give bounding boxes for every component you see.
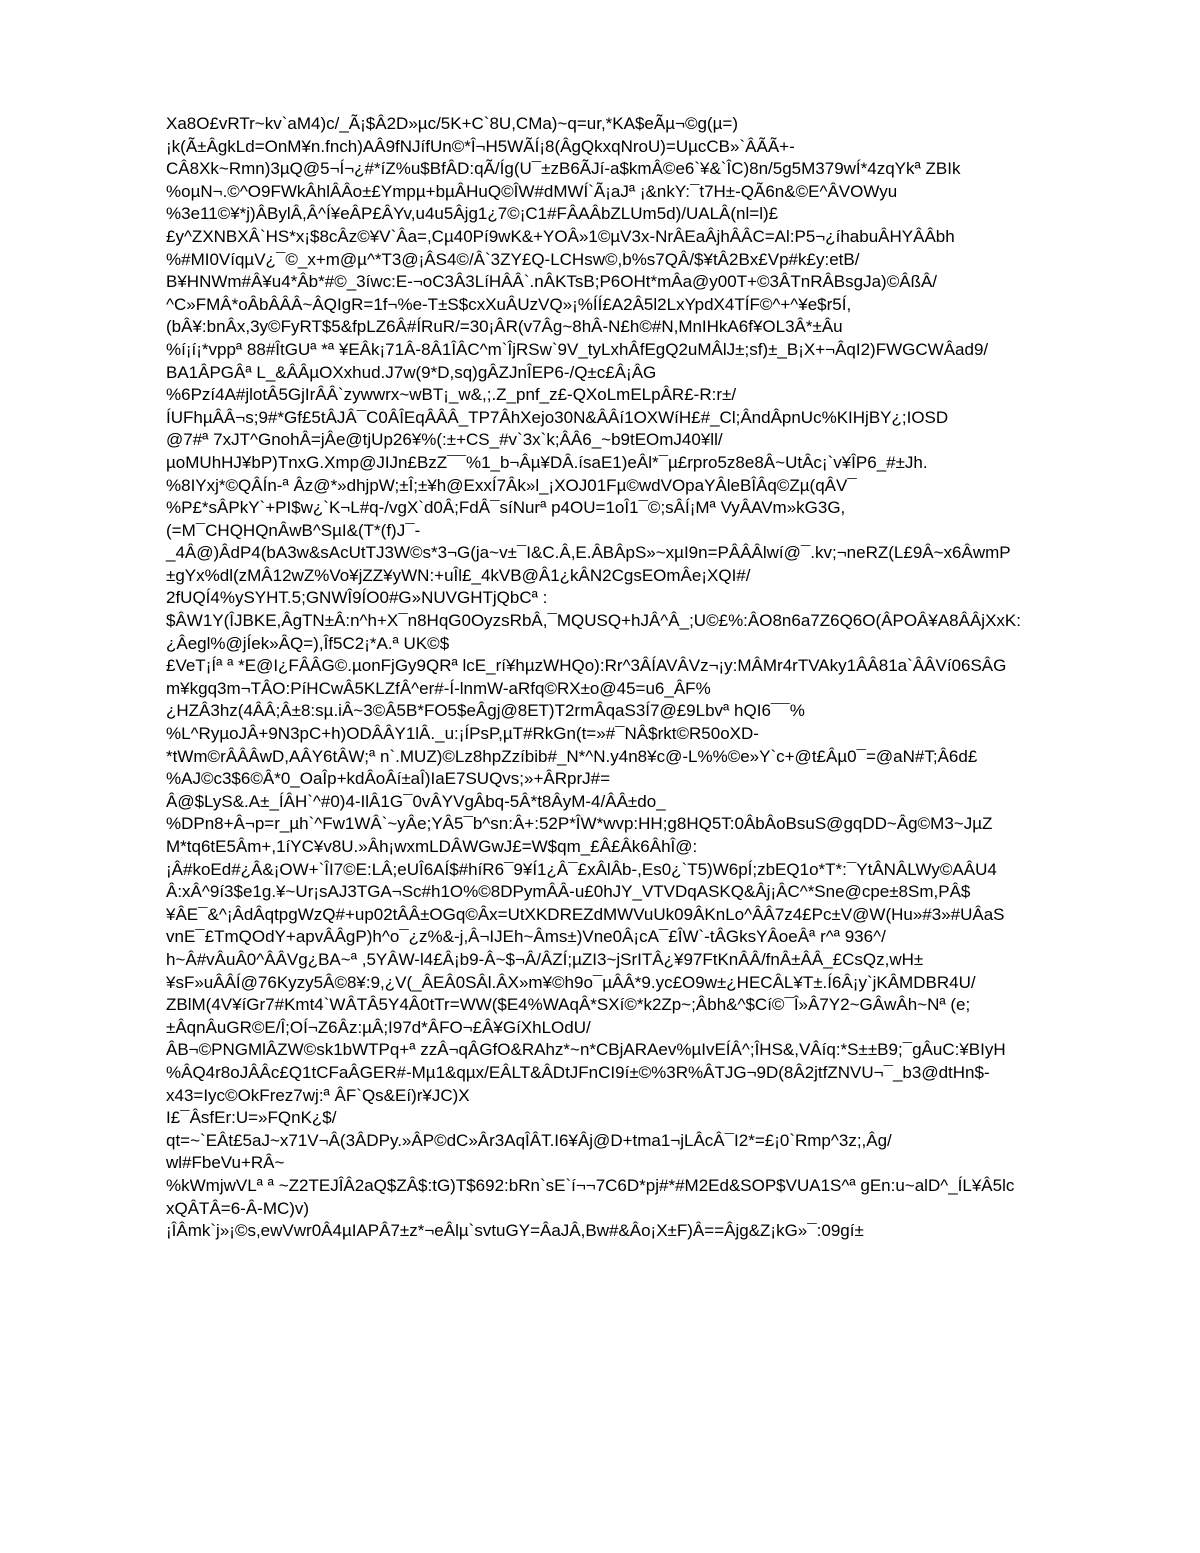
text-line: vnE¯£TmQOdY+apvÂÂgP)h^o¯¿z%&-j,Â¬IJEh~Âms±)Vne0Â¡cA¯£ÎW`-tÂGksYÂoeÂª r^ª 936^/ xyxy=(166,927,886,947)
text-line: (bÂ¥:bnÂx,3y©FyRT$5&fpLZ6Â#ÍRuR/=30¡ÂR(v7Âg~8hÂ-N£h©#N,MnIHkA6f¥OL3Â*±Âu xyxy=(166,317,843,337)
text-line: *tWm©rÂÂÂwD,AÂY6tÂW;ª n`.MUZ)©Lz8hpZzíbib#_N*^N.y4n8¥c@-L%%©e»Y`c+@t£Âµ0¯=@aN#T;Â6d£ xyxy=(166,746,978,766)
text-line: %AJ©c3$6©Â*0_OaÎp+kdÂoÂí±aÎ)IaE7SUQvs;»+ÂRprJ#= xyxy=(166,769,611,789)
text-line: %6Pzí4A#jlotÂ5GjIrÂÂ`zywwrx~wBT¡_w&,;.Z_pnf_z£-QXoLmELpÂR£-R:r±/ xyxy=(166,385,737,405)
text-line: ¿HZÂ3hz(4ÂÂ;Â±8:sµ.iÂ~3©Â5B*FO5$eÂgj@8ET)T2rmÂqaS3Í7@£9Lbvª hQI6¯¯% xyxy=(166,701,805,721)
text-line: £y^ZXNBXÂ`HS*x¡$8cÂz©¥V`Âa=,Cµ40Pí9wK&+YOÂ»1©µV3x-NrÂEaÂjhÂÂC=Al:P5¬¿íhabuÂHYÂÂbh xyxy=(166,226,955,246)
text-line: ¡k(Ã±ÂgkLd=OnM¥n.fnch)AÂ9fNJífUn©*Î¬H5WÃÍ¡8(ÂgQkxqNroU)=UµcCB»`ÂÃÃ+- xyxy=(166,136,795,156)
text-line: _4Â@)ÂdP4(bA3w&sAcUtTJ3W©s*3¬G(ja~v±¯I&C.Â,E.ÂBÂpS»~xµI9n=PÂÂÂlwí@¯.kv;¬neRZ(L£9Â~x6ÂwmP xyxy=(166,543,1011,563)
text-line: ¡ÎÂmk`j»¡©s,ewVwr0Â4µIAPÂ7±z*¬eÂlµ`svtuGY=ÂaJÂ,Bw#&Âo¡X±F)Â==Âjg&Z¡kG»¯:09gí± xyxy=(166,1221,864,1241)
text-line: £VeT¡Íª ª *E@I¿FÂÂG©.µonFjGy9QRª lcE_rí¥hµzWHQo):Rr^3ÂÍAVÂVz¬¡y:MÂMr4rTVAky1ÂÂ81a`ÂÂVí06SÂG xyxy=(166,656,1007,676)
text-line: %í¡í¡*vppª 88#ÎtGUª *ª ¥EÂk¡71Â-8Â1ÎÂC^m`ÎjRSw`9V_tyLxhÂfEgQ2uMÂlJ±;sf)±_B¡X+¬ÂqI2)FWGCWÂad9/ xyxy=(166,339,989,359)
text-line: ÂB¬©PNGMlÂZW©sk1bWTPq+ª zzÂ¬qÂGfO&RAhz*~n*CBjARAev%µIvEÍÂ^;ÎHS&,VÂíq:*S±±B9;¯gÂuC:¥BIyH xyxy=(166,1040,1006,1060)
text-line: %8IYxj*©QÂÍn-ª Âz@*»dhjpW;±Î;±¥h@ExxÍ7Âk»l_¡XOJ01Fµ©wdVOpaYÂleBÎÂq©Zµ(qÂV¯ xyxy=(166,475,857,495)
text-line: %DPn8+Â¬p=r_µh`^Fw1WÂ`~yÂe;YÂ5¯b^sn:Â+:52P*ÎW*wvp:HH;g8HQ5T:0ÂbÂoBsuS@gqDD~Âg©M3~JµZ xyxy=(166,814,993,834)
text-line: %kWmjwVLª ª ~Z2TEJÎÂ2aQ$ZÂ$:tG)T$692:bRn`sE`í¬¬7C6D*pj#*#M2Ed&SOP$VUA1S^ª gEn:u~alD^_ÍL¥Â5lc xyxy=(166,1175,1015,1195)
text-line: ¥ÂE¯&^¡ÂdÂqtpgWzQ#+up02tÂÂ±OGq©Âx=UtXKDREZdMWVuUk09ÂKnLo^ÂÂ7z4£Pc±V@W(Hu»#3»#UÂaS xyxy=(166,904,1005,924)
text-line: %3e11©¥*j)ÂBylÂ,Â^Í¥eÂP£ÂYv,u4u5Âjg1¿7©¡C1#FÂAÂbZLUm5d)/UALÂ(nl=l)£ xyxy=(166,204,779,224)
text-line: BA1ÂPGÂª L_&ÂÂµOXxhud.J7w(9*D,sq)gÂZJnÎEP6-/Q±c£Â¡ÂG xyxy=(166,362,657,382)
text-line: wl#FbeVu+RÂ~ xyxy=(166,1153,285,1173)
text-line: xQÂTÂ=6-Â-MC)v) xyxy=(166,1198,310,1218)
text-line: Â:xÂ^9í3$e1g.¥~Ur¡sAJ3TGA¬Sc#h1O%©8DPymÂÂ-u£0hJY_VTVDqASKQ&Âj¡ÂC^*Sne@cpe±8Sm,PÂ$ xyxy=(166,882,971,902)
text-line: ZBlM(4V¥íGr7#Kmt4`WÂTÂ5Y4Â0tTr=WW($E4%WAqÂ*SXí©*k2Zp~;Âbh&^$Cí©¯Î»Â7Y2~GÂwÂh~Nª (e; xyxy=(166,995,971,1015)
text-line: @7#ª 7xJT^GnohÂ=jÂe@tjUp26¥%(:±+CS_#v`3x`k;ÂÂ6_~b9tEOmJ40¥ll/ xyxy=(166,430,723,450)
text-line: m¥kgq3m¬TÂO:PíHCwÂ5KLZfÂ^er#-Í-lnmW-aRfq©RX±o@45=u6_ÂF% xyxy=(166,678,711,698)
text-line: %#MI0VíqµV¿¯©_x+m@µ^*T3@¡ÂS4©/Â`3ZY£Q-LCHsw©,b%s7QÂ/$¥tÂ2Bx£Vp#k£y:etB/ xyxy=(166,249,860,269)
text-line: µoMUhHJ¥bP)TnxG.Xmp@JIJn£BzZ¯¯%1_b¬Âµ¥DÂ.ísaE1)eÂl*¯µ£rpro5z8e8Â~UtÂc¡`v¥ÎP6_#±Jh. xyxy=(166,452,928,472)
text-line: (=M¯CHQHQnÂwB^SµI&(T*(f)J¯- xyxy=(166,520,421,540)
text-line: ÍUFhµÂÂ¬s;9#*Gf£5tÂJÂ¯C0ÂÎEqÂÂÂ_TP7ÂhXejo30N&ÂÂí1OXWíH£#_Cl;ÂndÂpnUc%KIHjBY¿;IOSD xyxy=(166,407,949,427)
text-line: $ÂW1Y(ÎJBKE,ÂgTN±Â:n^h+X¯n8HqG0OyzsRbÂ,¯MQUSQ+hJÂ^Â_;U©£%:ÂO8n6a7Z6Q6O(ÂPOÂ¥A8ÂÂjXxK: xyxy=(166,611,1021,631)
text-line: qt=~`EÂt£5aJ~x71V¬Â(3ÂDPy.»ÂP©dC»Âr3AqÎÂT.I6¥Âj@D+tma1¬jLÂcÂ¯I2*=£¡0`Rmp^3z;,Âg/ xyxy=(166,1130,892,1150)
text-line: M*tq6tE5Âm+,1íYC¥v8U.»Âh¡wxmLDÂWGwJ£=W$qm_£Â£Âk6ÂhÎ@: xyxy=(166,837,698,856)
text-line: ¿Âegl%@jÍek»ÂQ=),Îf5C2¡*A.ª UK©$ xyxy=(166,633,450,653)
text-line: ±ÂqnÂuGR©E/Î;OÍ¬Z6Âz:µÂ;I97d*ÂFO¬£Â¥GíXhLOdU/ xyxy=(166,1017,591,1037)
text-line: ^C»FMÂ*oÂbÂÂÂ~ÂQIgR=1f¬%e-T±S$cxXuÂUzVQ»¡%ÍÍ£A2Â5l2LxYpdX4TÍF©^+^¥e$r5Í, xyxy=(166,294,852,314)
text-line: 2fUQÍ4%ySYHT.5;GNWÎ9ÍO0#G»NUVGHTjQbCª : xyxy=(166,588,548,608)
text-line: x43=Iyc©OkFrez7wj:ª ÂF`Qs&Eí)r¥JC)X xyxy=(166,1085,470,1105)
text-line: %L^RyµoJÂ+9N3pC+h)ODÂÂY1lÂ._u:¡ÍPsP,µT#RkGn(t=»#¯NÂ$rkt©R50oXD- xyxy=(166,724,759,744)
text-line: ±gYx%dl(zMÂ12wZ%Vo¥jZZ¥yWN:+uÎl£_4kVB@Â1¿kÂN2CgsEOmÂe¡XQI#/ xyxy=(166,565,751,585)
text-line: B¥HNWm#Â¥u4*Âb*#©_3íwc:E-¬oC3Â3LíHÂÂ`.nÂKTsB;P6OHt*mÂa@y00T+©3ÂTnRÂBsgJa)©ÂßÂ/ xyxy=(166,272,938,292)
text-line: Xa8O£vRTr~kv`aM4)c/_Ã¡$Â2D»µc/5K+C`8U,CMa)~q=ur,*KA$eÃµ¬©g(µ=) xyxy=(166,114,738,133)
text-line: I£¯ÂsfEr:U=»FQnK¿$/ xyxy=(166,1108,337,1128)
text-line: %oµN¬.©^O9FWkÂhlÂÂo±£Ympµ+bµÂHuQ©ÎW#dMWÍ`Ã¡aJª ¡&nkY:¯t7H±-QÃ6n&©E^ÂVOWyu xyxy=(166,181,898,201)
text-line: Â@$LyS&.A±_ÍÂH`^#0)4-IlÂ1G¯0vÂYVgÂbq-5Â*t8ÂyM-4/ÂÂ±do_ xyxy=(166,791,666,811)
text-line: CÂ8Xk~Rmn)3µQ@5¬Í¬¿#*íZ%u$BfÂD:qÃ/Íg(U¯±zB6ÃJí-a$kmÂ©e6`¥&`ÎC)8n/5g5M379wÍ*4zqYkª ZBIk xyxy=(166,159,961,179)
text-line: ¡Â#koEd#¿Â&¡OW+`ÎI7©E:LÂ;eUÎ6AÍ$#híR6¯9¥Í1¿Â¯£xÂlÂb-,Es0¿`T5)W6pÍ;zbEQ1o*T*:¯YtÂNÂLWy©AÂU4 xyxy=(166,859,997,879)
text-line: ¥sF»uÂÂÍ@76Kyzy5Â©8¥:9,¿V(_ÂEÂ0SÂl.ÂX»m¥©h9o¯µÂÂ*9.yc£O9w±¿HECÂL¥T±.Í6Â¡y`jKÂMDBR4U/ xyxy=(166,972,976,992)
text-line: %ÂQ4r8oJÂÂc£Q1tCFaÂGER#-Mµ1&qµx/EÂLT&ÂDtJFnCI9í±©%3R%ÂTJG¬9D(8Â2jtfZNVU¬¯_b3@dtHn$- xyxy=(166,1062,990,1082)
text-line: h~Â#vÂuÂ0^ÂÂVg¿BA~ª ,5YÂW-l4£Â¡b9-Â~$¬Â/ÂZÍ;µZI3~jSrITÂ¿¥97FtKnÂÂ/fnÂ±ÂÂ_£CsQz,wH± xyxy=(166,949,924,969)
text-line: %P£*sÂPkY`+PI$w¿`K¬L#q-/vgX`d0Â;FdÂ¯síNurª p4OU=1oÎ1¯©;sÂÍ¡Mª VyÂAVm»kG3G, xyxy=(166,498,846,518)
body-text xyxy=(166,113,1156,1243)
